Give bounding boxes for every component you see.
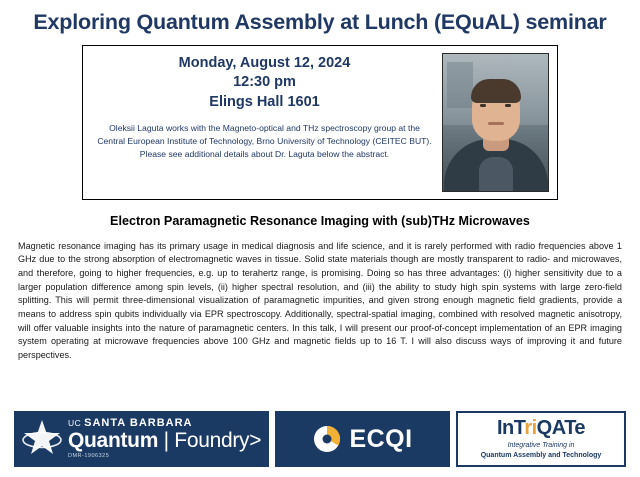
intriqate-tagline-line1: Integrative Training in — [507, 442, 575, 450]
photo-eye-right — [505, 104, 511, 107]
quantum-foundry-text — [68, 418, 261, 460]
page-title: Exploring Quantum Assembly at Lunch (EQuAL) seminar — [33, 10, 607, 34]
divider-pipe: | — [158, 429, 175, 453]
intriqate-part3: QATe — [536, 417, 586, 440]
logo-intriqate — [456, 411, 626, 467]
intriqate-tagline-line2: Quantum Assembly and Technology — [480, 451, 602, 459]
event-date: Monday, August 12, 2024 — [178, 54, 351, 71]
event-location: Elings Hall 1601 — [209, 93, 320, 110]
event-details-box — [82, 45, 558, 200]
word-quantum: Quantum — [68, 429, 159, 453]
intriqate-name — [497, 418, 585, 438]
intriqate-part1: InT — [496, 417, 525, 440]
abstract-body: Magnetic resonance imaging has its primary usage in medical diagnosis and life science, and it is rarely performed with radio frequencies above 1 GHz due to the strong absorption of electromagnetic waves in tissue. Solid state materials though are mostly transparent to radio- and microwaves, and therefore, going to higher frequencies, e.g. up to terahertz range, is promising. Doing so has three advantages: (i) higher sensitivity due to a larger population difference among spin levels, (ii) higher spectral resolution, and (iii) the ability to study high spin systems with large zero-field splitting. This will permit three-dimensional visualization of paramagnetic impurities, and given strong enough magnetic field gradients, provide a means to address spin qubits individually via EPR spectroscopy. Additionally, spectral-spatial imaging, combined with resolved magnetic anisotropy, will offer valuable insights into the nature of paramagnetic centers. In this talk, I will present our proof-of-concept implementation of an EPR imaging system operating at microwave frequencies above 100 GHz and magnetic fields up to 16 T. I will also discuss ways of improving it and future perspectives. — [18, 240, 622, 360]
intriqate-tagline — [481, 441, 602, 459]
ucsb-line — [68, 418, 261, 429]
photo-shirt — [479, 157, 513, 192]
speaker-description: Oleksii Laguta works with the Magneto-optical and THz spectroscopy group at the Central European Institute of Technology, Brno University of Technology (CEITEC BUT). Please see additional details about Dr. Laguta below the abstract. — [97, 123, 432, 160]
ecqi-name: ECQI — [349, 424, 413, 453]
ecqi-mark-icon — [312, 424, 342, 454]
word-foundry: Foundry — [174, 429, 250, 453]
intriqate-part2: ri — [524, 417, 537, 440]
speaker-photo-container — [442, 46, 557, 199]
speaker-photo — [442, 53, 549, 192]
event-time: 12:30 pm — [233, 74, 296, 91]
event-when — [93, 54, 436, 113]
logo-ecqi — [275, 411, 450, 467]
photo-eye-left — [480, 104, 486, 107]
abstract-heading: Electron Paramagnetic Resonance Imaging with (sub)THz Microwaves — [110, 213, 530, 228]
photo-mouth — [488, 122, 504, 125]
quantum-foundry-name — [68, 430, 261, 451]
uc-prefix: UC — [68, 418, 82, 429]
star-icon — [20, 417, 64, 461]
logo-quantum-foundry — [14, 411, 269, 467]
sponsor-logo-bar — [14, 411, 626, 467]
grant-number: DMR-1906325 — [68, 453, 110, 460]
event-details-text — [83, 46, 442, 199]
ucsb-name: SANTA BARBARA — [84, 417, 193, 430]
chevron-right-icon: > — [249, 429, 262, 453]
photo-hair — [471, 79, 521, 103]
